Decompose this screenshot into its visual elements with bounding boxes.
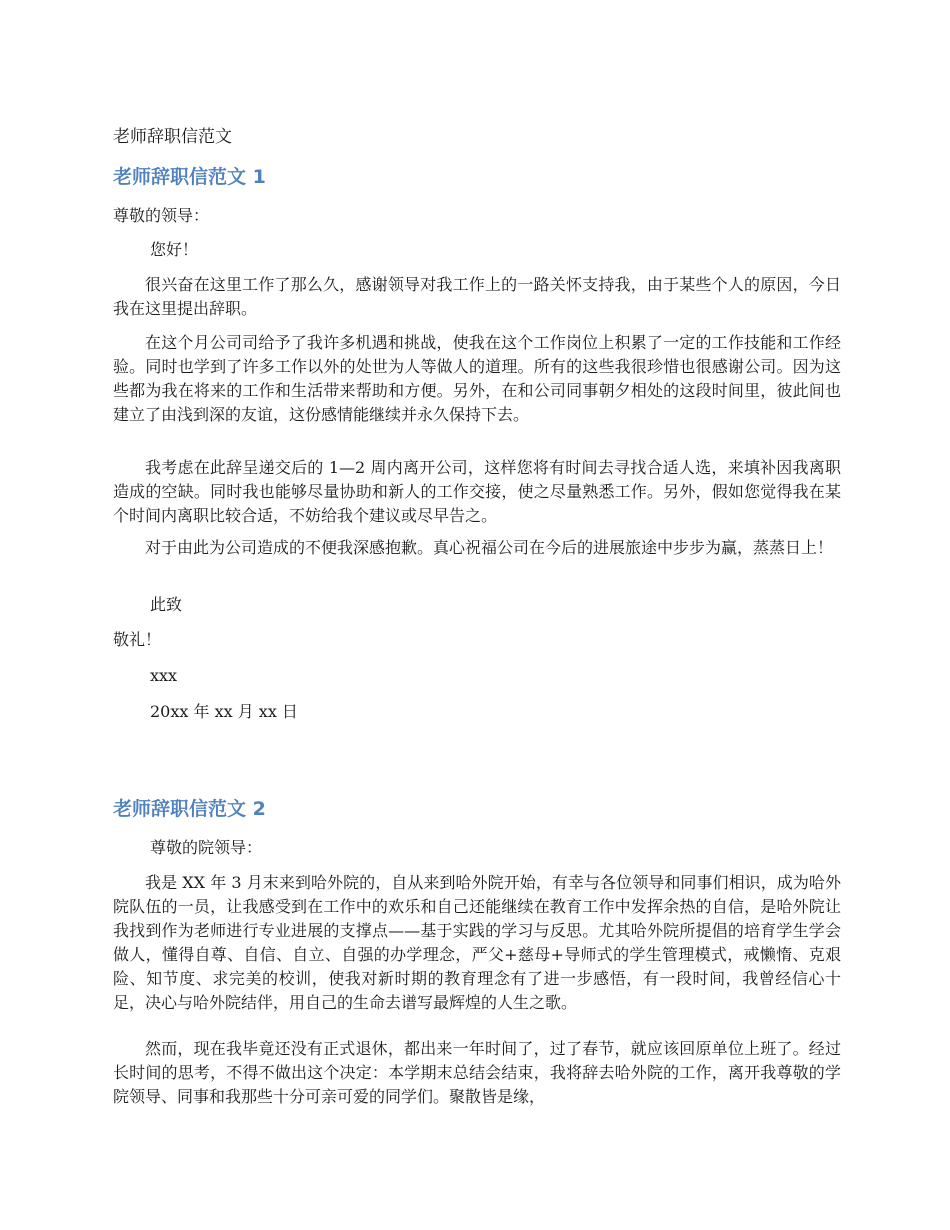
signature-1: xxx: [150, 666, 178, 685]
section-heading-1: 老师辞职信范文 1: [113, 166, 266, 188]
letter-2-paragraph-1: 我是 XX 年 3 月末来到哈外院的，自从来到哈外院开始，有幸与各位领导和同事们相识，成为哈外院队伍的一员，让我感受到在工作中的欢乐和自己还能继续在教育工作中发挥余热的自信，是哈外院让我找到作为老师进行专业进展的支撑点——基于实践的学习与反思。尤其哈外院所提倡的培育学生学会做人，懂得自尊、自信、自立、自强的办学理念，严父+慈母+导师式的学生管理模式，戒懒惰、克艰险、知节度、求完美的校训，使我对新时期的教育理念有了进一步感悟，有一段时间，我曾经信心十足，决心与哈外院结伴，用自己的生命去谱写最辉煌的人生之歌。: [113, 873, 841, 1012]
salutation-2: 尊敬的院领导：: [150, 838, 263, 857]
letter-1-paragraph-4: 对于由此为公司造成的不便我深感抱歉。真心祝福公司在今后的进展旅途中步步为赢，蒸蒸日上！: [145, 538, 834, 557]
salutation-1: 尊敬的领导：: [113, 206, 210, 225]
document-title: 老师辞职信范文: [113, 127, 232, 147]
letter-1-paragraph-1: 很兴奋在这里工作了那么久，感谢领导对我工作上的一路关怀支持我，由于某些个人的原因，今日我在这里提出辞职。: [113, 275, 841, 318]
greeting-1: 您好！: [150, 240, 199, 259]
closing-1: 此致: [150, 595, 183, 614]
letter-1-paragraph-3: 我考虑在此辞呈递交后的 1—2 周内离开公司，这样您将有时间去寻找合适人选，来填补因我离职造成的空缺。同时我也能够尽量协助和新人的工作交接，使之尽量熟悉工作。另外，假如您觉得我在某个时间内离职比较合适，不妨给我个建议或尽早告之。: [113, 458, 841, 525]
date-1: 20xx 年 xx 月 xx 日: [150, 702, 298, 721]
letter-2-paragraph-2: 然而，现在我毕竟还没有正式退休，都出来一年时间了，过了春节，就应该回原单位上班了。经过长时间的思考，不得不做出这个决定：本学期末总结会结束，我将辞去哈外院的工作，离开我尊敬的学院领导、同事和我那些十分可亲可爱的同学们。聚散皆是缘，: [113, 1039, 841, 1106]
section-heading-2: 老师辞职信范文 2: [113, 798, 266, 820]
letter-1-paragraph-2: 在这个月公司司给予了我许多机遇和挑战，使我在这个工作岗位上积累了一定的工作技能和工作经验。同时也学到了许多工作以外的处世为人等做人的道理。所有的这些我很珍惜也很感谢公司。因为这些都为我在将来的工作和生活带来帮助和方便。另外，在和公司同事朝夕相处的这段时间里，彼此间也建立了由浅到深的友谊，这份感情能继续并永久保持下去。: [113, 333, 841, 424]
regards-1: 敬礼！: [113, 630, 162, 649]
